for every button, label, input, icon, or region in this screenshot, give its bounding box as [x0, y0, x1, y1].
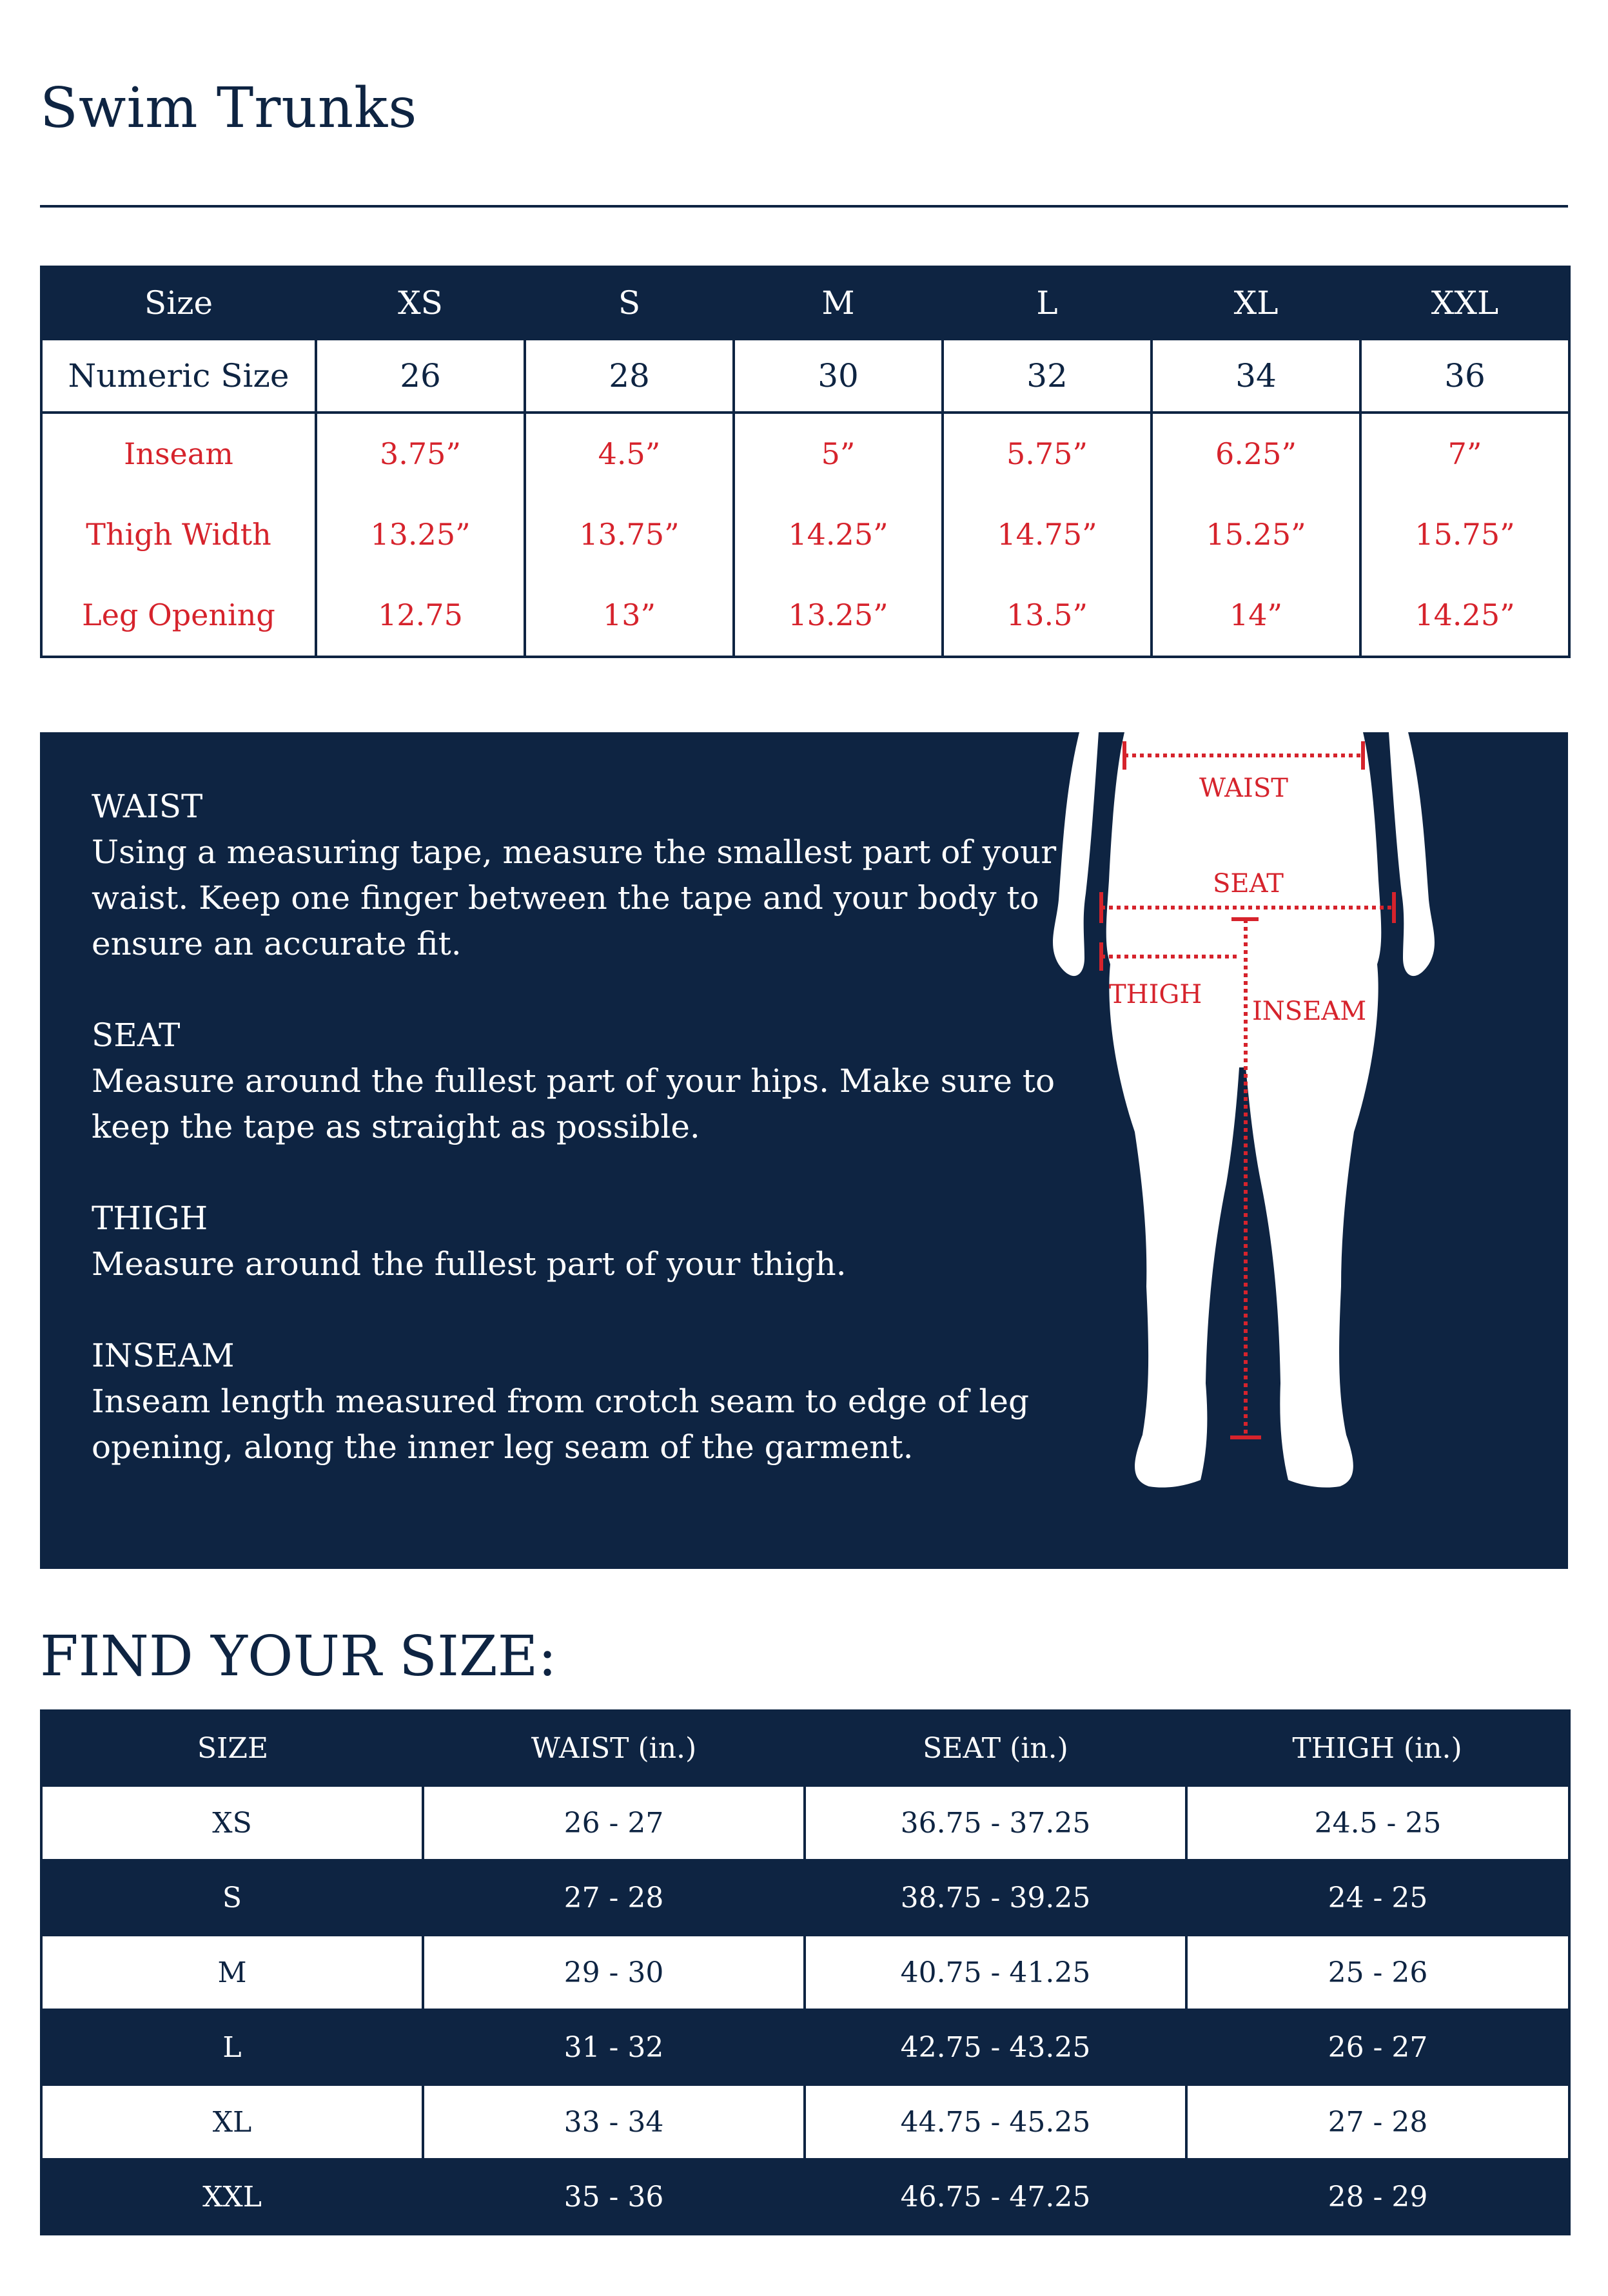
waist-cell: 29 - 30 [423, 1935, 805, 2010]
thigh-instruction [92, 1196, 1059, 1287]
measurement-labels [41, 413, 316, 657]
thigh-figure-label: THIGH [1109, 980, 1202, 1009]
body-silhouette [1106, 732, 1382, 1488]
thigh-cell: 26 - 27 [1186, 2010, 1569, 2085]
find-your-size-title: FIND YOUR SIZE: [40, 1624, 557, 1689]
numeric-size-cell: 28 [525, 339, 734, 413]
leg-opening-value: 13” [602, 598, 656, 632]
col-header-thigh: THIGH (in.) [1186, 1711, 1569, 1785]
inseam-value: 4.5” [598, 436, 661, 471]
thigh-cell: 24 - 25 [1186, 1860, 1569, 1935]
size-header-label: Size [41, 267, 316, 339]
thigh-width-value: 14.75” [997, 517, 1097, 552]
size-col-xs: XS [316, 267, 525, 339]
size-cell: XL [41, 2085, 423, 2159]
measurement-col-xs [316, 413, 525, 657]
thigh-cell: 27 - 28 [1186, 2085, 1569, 2159]
body-figure [1039, 732, 1568, 1569]
left-arm [1053, 732, 1099, 976]
inseam-value: 6.25” [1215, 436, 1297, 471]
thigh-width-value: 13.25” [370, 517, 471, 552]
seat-text: Measure around the fullest part of your hips. Make sure to keep the tape as straight as possible. [92, 1062, 1055, 1145]
numeric-size-cell: 26 [316, 339, 525, 413]
measurement-col-m [734, 413, 943, 657]
size-chart-table [40, 266, 1571, 658]
waist-cell: 33 - 34 [423, 2085, 805, 2159]
seat-heading: SEAT [92, 1017, 181, 1054]
thigh-cell: 28 - 29 [1186, 2159, 1569, 2234]
col-header-size: SIZE [41, 1711, 423, 1785]
seat-cell: 42.75 - 43.25 [805, 2010, 1186, 2085]
size-col-l: L [943, 267, 1152, 339]
size-col-xxl: XXL [1360, 267, 1569, 339]
seat-cell: 36.75 - 37.25 [805, 1785, 1186, 1860]
leg-opening-label: Leg Opening [82, 598, 275, 632]
size-header-row [41, 267, 1569, 339]
right-arm [1389, 732, 1435, 976]
waist-instruction [92, 784, 1059, 967]
find-size-table [40, 1709, 1571, 2235]
waist-cell: 35 - 36 [423, 2159, 805, 2234]
inseam-heading: INSEAM [92, 1337, 235, 1374]
size-col-s: S [525, 267, 734, 339]
waist-figure-label: WAIST [1199, 773, 1288, 803]
thigh-width-value: 15.75” [1415, 517, 1515, 552]
measurement-col-l [943, 413, 1152, 657]
thigh-width-value: 13.75” [579, 517, 680, 552]
thigh-width-value: 15.25” [1206, 517, 1306, 552]
size-cell: L [41, 2010, 423, 2085]
table-row [41, 2085, 1569, 2159]
thigh-text: Measure around the fullest part of your thigh. [92, 1245, 847, 1283]
measurement-rows [41, 413, 1569, 657]
measurement-col-s [525, 413, 734, 657]
numeric-size-cell: 30 [734, 339, 943, 413]
seat-cell: 44.75 - 45.25 [805, 2085, 1186, 2159]
inseam-value: 3.75” [380, 436, 461, 471]
size-col-xl: XL [1152, 267, 1360, 339]
page-title: Swim Trunks [40, 76, 418, 141]
size-cell: M [41, 1935, 423, 2010]
leg-opening-value: 13.25” [788, 598, 888, 632]
table-row [41, 2159, 1569, 2234]
numeric-size-label: Numeric Size [41, 339, 316, 413]
inseam-figure-label: INSEAM [1252, 997, 1367, 1026]
thigh-width-value: 14.25” [788, 517, 888, 552]
numeric-size-cell: 32 [943, 339, 1152, 413]
col-header-seat: SEAT (in.) [805, 1711, 1186, 1785]
waist-cell: 31 - 32 [423, 2010, 805, 2085]
measurement-col-xl [1152, 413, 1360, 657]
table-row [41, 1785, 1569, 1860]
waist-text: Using a measuring tape, measure the smallest part of your waist. Keep one finger between the tape and your body to ensure an accurate fit. [92, 833, 1057, 962]
leg-opening-value: 12.75 [378, 598, 463, 632]
inseam-value: 5” [821, 436, 856, 471]
size-cell: S [41, 1860, 423, 1935]
inseam-label: Inseam [124, 436, 233, 471]
seat-cell: 46.75 - 47.25 [805, 2159, 1186, 2234]
measuring-instructions [92, 784, 1059, 1516]
waist-cell: 27 - 28 [423, 1860, 805, 1935]
inseam-text: Inseam length measured from crotch seam to edge of leg opening, along the inner leg seam of the garment. [92, 1383, 1030, 1466]
seat-figure-label: SEAT [1213, 869, 1284, 899]
leg-opening-value: 14” [1229, 598, 1283, 632]
numeric-size-cell: 36 [1360, 339, 1569, 413]
thigh-cell: 24.5 - 25 [1186, 1785, 1569, 1860]
size-col-m: M [734, 267, 943, 339]
waist-cell: 26 - 27 [423, 1785, 805, 1860]
col-header-waist: WAIST (in.) [423, 1711, 805, 1785]
measuring-guide-panel [40, 732, 1568, 1569]
numeric-size-cell: 34 [1152, 339, 1360, 413]
measurement-col-xxl [1360, 413, 1569, 657]
title-divider [40, 205, 1568, 208]
size-cell: XS [41, 1785, 423, 1860]
inseam-instruction [92, 1333, 1059, 1470]
waist-heading: WAIST [92, 788, 203, 825]
thigh-heading: THIGH [92, 1200, 208, 1237]
numeric-size-row [41, 339, 1569, 413]
seat-cell: 38.75 - 39.25 [805, 1860, 1186, 1935]
table-row [41, 1860, 1569, 1935]
thigh-width-label: Thigh Width [86, 517, 271, 552]
leg-opening-value: 13.5” [1006, 598, 1088, 632]
find-size-header-row [41, 1711, 1569, 1785]
inseam-value: 7” [1447, 436, 1482, 471]
inseam-value: 5.75” [1006, 436, 1088, 471]
seat-cell: 40.75 - 41.25 [805, 1935, 1186, 2010]
table-row [41, 2010, 1569, 2085]
size-cell: XXL [41, 2159, 423, 2234]
table-row [41, 1935, 1569, 2010]
thigh-cell: 25 - 26 [1186, 1935, 1569, 2010]
leg-opening-value: 14.25” [1415, 598, 1515, 632]
seat-instruction [92, 1013, 1059, 1150]
